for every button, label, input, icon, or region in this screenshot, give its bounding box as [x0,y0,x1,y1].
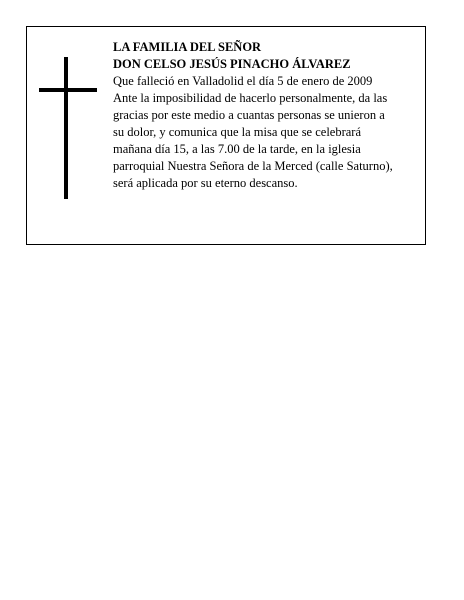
heading-deceased-name: DON CELSO JESÚS PINACHO ÁLVAREZ [113,57,351,71]
body-line-death-date: Que falleció en Valladolid el día 5 de enero de 2009 [113,74,373,88]
notice-body [113,73,423,192]
body-line: su dolor, y comunica que la misa que se celebrará [113,125,362,139]
body-line: mañana día 15, a las 7.00 de la tarde, en la iglesia [113,142,361,156]
cross-vertical-bar [64,57,68,199]
cross-horizontal-bar [39,88,97,92]
notice-text [113,39,423,192]
body-line: parroquial Nuestra Señora de la Merced (calle Saturno), [113,159,393,173]
cross-icon [39,57,95,199]
heading-family: LA FAMILIA DEL SEÑOR [113,40,262,54]
obituary-notice [26,26,426,245]
body-line: Ante la imposibilidad de hacerlo personalmente, da las [113,91,388,105]
body-line: gracias por este medio a cuantas personas se unieron a [113,108,385,122]
body-line: será aplicada por su eterno descanso. [113,176,298,190]
